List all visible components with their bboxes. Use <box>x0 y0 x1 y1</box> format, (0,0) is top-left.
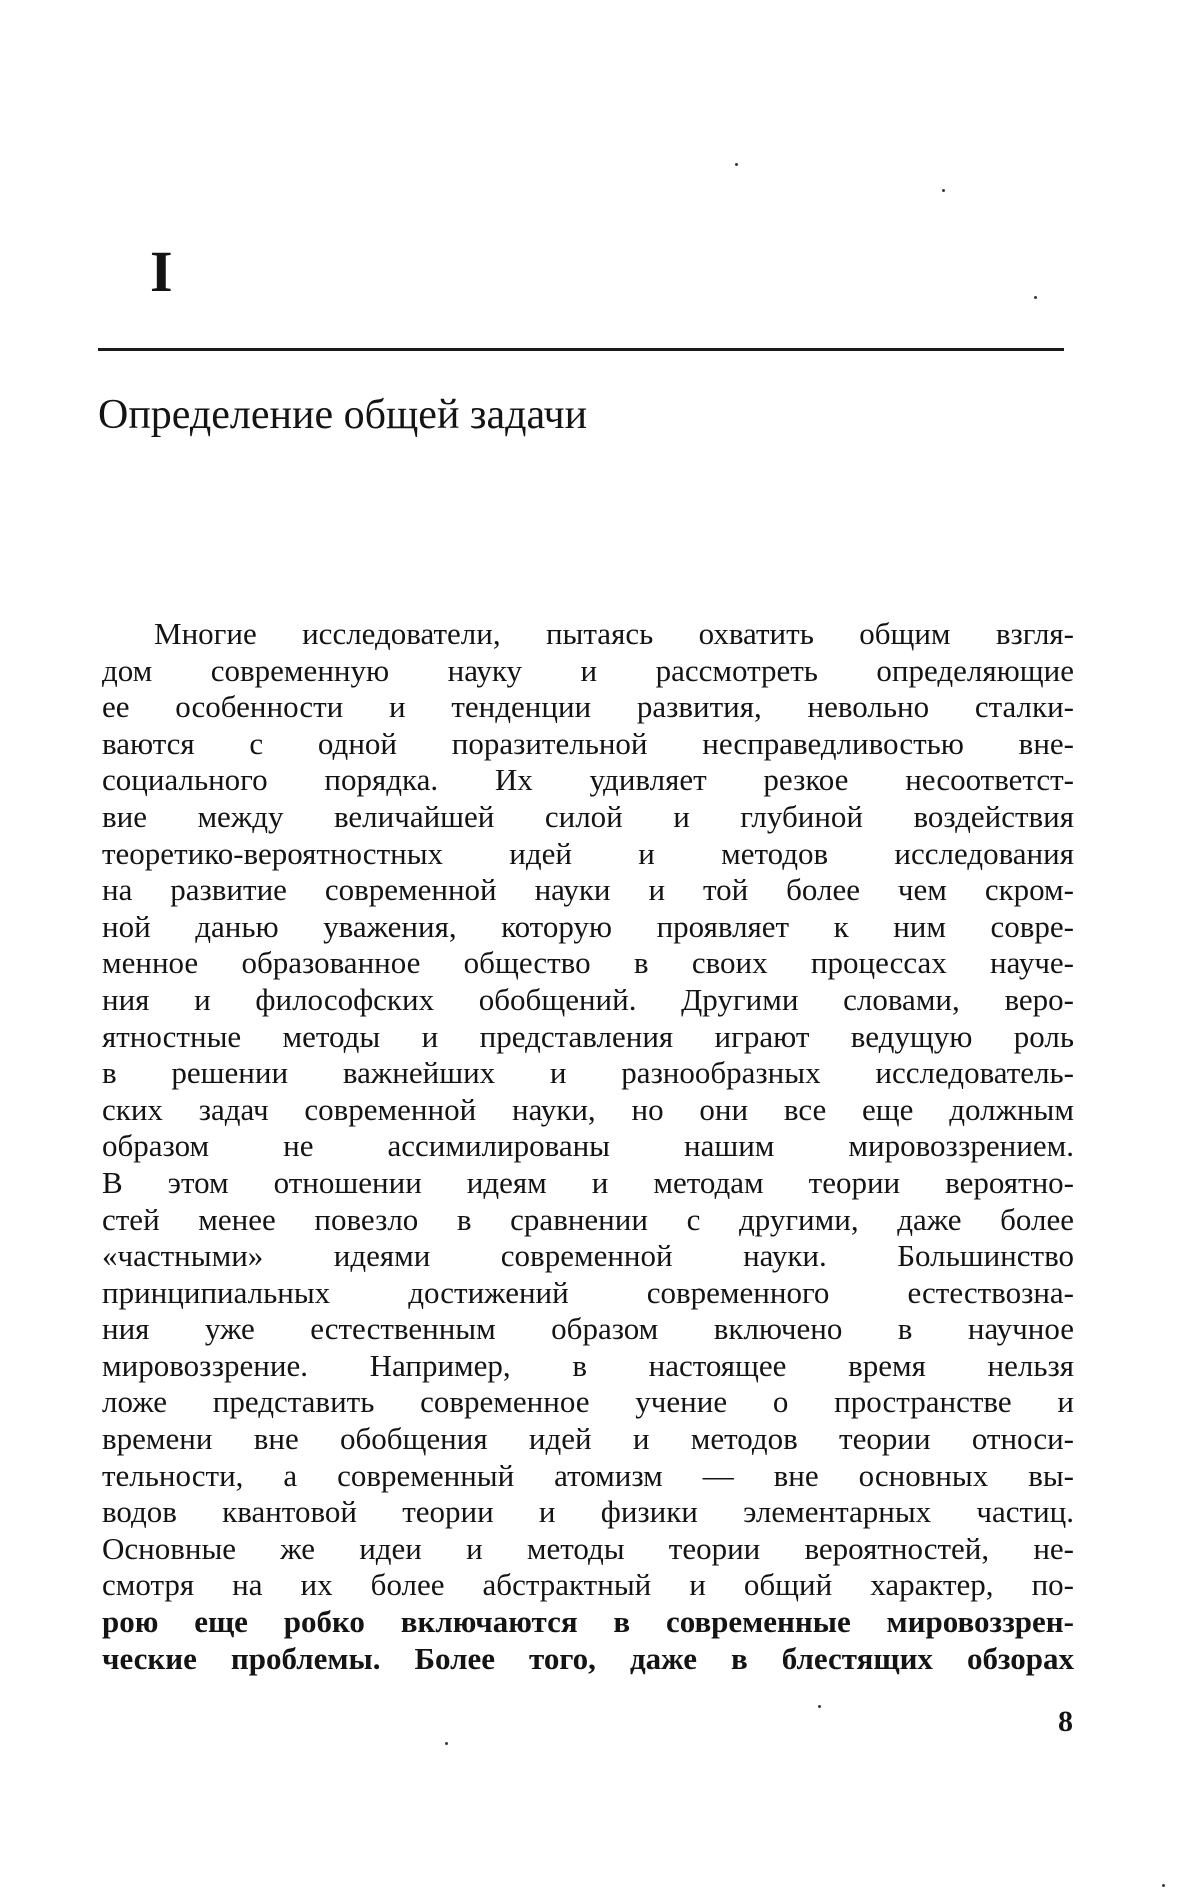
text-line: вие между величайшей силой и глубиной воздействия <box>102 798 1074 834</box>
text-line: ческие проблемы. Более того, даже в блестящих обзорах <box>102 1640 1074 1676</box>
text-line: Основные же идеи и методы теории вероятностей, не- <box>102 1530 1074 1566</box>
scan-speck <box>445 1742 448 1745</box>
chapter-divider-rule <box>98 348 1064 351</box>
scan-speck <box>1034 296 1037 299</box>
text-line: времени вне обобщения идей и методов теории относи- <box>102 1421 1074 1457</box>
text-line: теоретико-вероятностных идей и методов исследования <box>102 835 1074 871</box>
text-line: Многие исследователи, пытаясь охватить общим взгля- <box>154 616 1074 651</box>
text-line: ских задач современной науки, но они все еще должным <box>102 1091 1074 1127</box>
scan-speck <box>818 1705 821 1708</box>
text-line: В этом отношении идеям и методам теории вероятно- <box>102 1164 1074 1200</box>
chapter-number: I <box>150 239 173 304</box>
scan-speck <box>735 163 738 166</box>
text-line: образом не ассимилированы нашим мировоззрением. <box>102 1128 1074 1164</box>
text-line: ваются с одной поразительной несправедливостью вне- <box>102 725 1074 761</box>
text-line: ния уже естественным образом включено в научное <box>102 1311 1074 1347</box>
body-paragraph <box>102 616 1074 1677</box>
text-line: менное образованное общество в своих процессах науче- <box>102 945 1074 981</box>
text-line: в решении важнейших и разнообразных исследователь- <box>102 1055 1074 1091</box>
text-line: ния и философских обобщений. Другими словами, веро- <box>102 981 1074 1017</box>
text-line: дом современную науку и рассмотреть определяющие <box>102 652 1074 688</box>
text-line: «частными» идеями современной науки. Большинство <box>102 1238 1074 1274</box>
text-line: стей менее повезло в сравнении с другими, даже более <box>102 1201 1074 1237</box>
chapter-title: Определение общей задачи <box>98 392 588 438</box>
text-line: тельности, а современный атомизм — вне основных вы- <box>102 1457 1074 1493</box>
text-line: ее особенности и тенденции развития, невольно сталки- <box>102 689 1074 725</box>
text-line: ной данью уважения, которую проявляет к ним совре- <box>102 908 1074 944</box>
text-line: водов квантовой теории и физики элементарных частиц. <box>102 1494 1074 1530</box>
text-line: ложе представить современное учение о пространстве и <box>102 1384 1074 1420</box>
text-line: социального порядка. Их удивляет резкое несоответст- <box>102 762 1074 798</box>
text-line: ятностные методы и представления играют ведущую роль <box>102 1018 1074 1054</box>
scan-speck <box>942 189 945 192</box>
page-number: 8 <box>1058 1705 1073 1738</box>
text-line: рою еще робко включаются в современные мировоззрен- <box>102 1604 1074 1640</box>
text-line: мировоззрение. Например, в настоящее время нельзя <box>102 1347 1074 1383</box>
text-line: принципиальных достижений современного естествозна- <box>102 1274 1074 1310</box>
text-line: на развитие современной науки и той более чем скром- <box>102 872 1074 908</box>
text-line: смотря на их более абстрактный и общий характер, по- <box>102 1567 1074 1603</box>
scan-speck <box>1162 1884 1165 1887</box>
